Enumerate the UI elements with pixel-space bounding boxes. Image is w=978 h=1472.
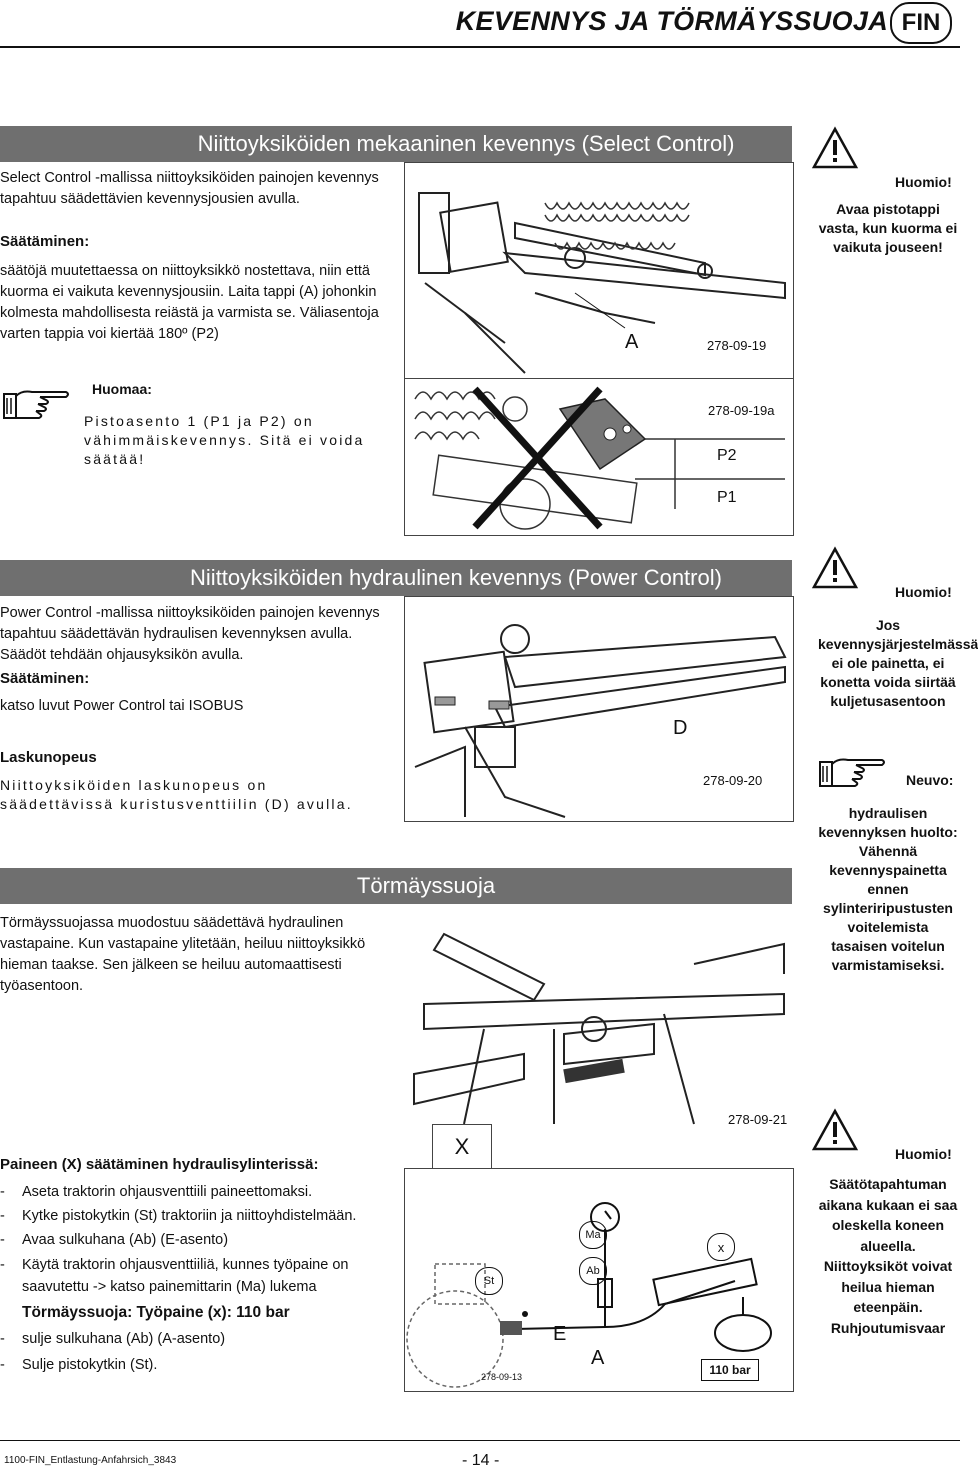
fig2-label-p1: P1 bbox=[717, 489, 737, 506]
pressure-steps bbox=[0, 1180, 385, 1298]
work-pressure-line: Törmäyssuoja: Työpaine (x): 110 bar bbox=[22, 1304, 290, 1321]
step-text: Aseta traktorin ohjausventtiili paineettomaksi. bbox=[22, 1184, 313, 1200]
select-control-figure bbox=[404, 162, 794, 380]
tip-text: hydraulisen kevennyksen huolto: Vähennä kevennyspainetta ennen sylinteriripustusten voitelemista tasaisen voitelun varmistamiseksi. bbox=[818, 805, 958, 973]
collision-fig-caption: 278-09-21 bbox=[728, 1112, 788, 1127]
hydraulic-schematic bbox=[404, 1168, 794, 1392]
fig3-label-d: D bbox=[673, 717, 688, 739]
pointing-hand-icon bbox=[818, 752, 888, 792]
step-item bbox=[0, 1180, 385, 1204]
adjust-heading-2: Säätäminen: bbox=[0, 670, 90, 687]
step-item bbox=[0, 1228, 385, 1252]
lowering-speed-heading: Laskunopeus bbox=[0, 749, 97, 766]
step-text: Kytke pistokytkin (St) traktoriin ja niittoyhdistelmään. bbox=[22, 1208, 357, 1224]
schematic-pressure-box: 110 bar bbox=[701, 1359, 759, 1381]
warning-triangle-icon bbox=[812, 1108, 858, 1152]
page-number: - 14 - bbox=[462, 1452, 500, 1469]
step-dash: - bbox=[0, 1257, 5, 1273]
pointing-hand-icon bbox=[2, 384, 72, 424]
step-item bbox=[0, 1327, 385, 1351]
step-dash: - bbox=[0, 1184, 5, 1200]
warning-heading-1: Huomio! bbox=[895, 174, 952, 190]
section-title-select-control: Niittoyksiköiden mekaaninen kevennys (Select Control) bbox=[197, 131, 735, 156]
warning-heading-2: Huomio! bbox=[895, 584, 952, 600]
step-dash: - bbox=[0, 1208, 5, 1224]
fig1-label-a: A bbox=[625, 331, 639, 353]
fig2-label-p2: P2 bbox=[717, 447, 737, 464]
note-heading-1: Huomaa: bbox=[92, 381, 152, 397]
step-text: Käytä traktorin ohjausventtiiliä, kunnes työpaine on saavutettu -> katso painemittarin (Ma) lukema bbox=[22, 1257, 349, 1295]
note-text-1: Pistoasento 1 (P1 ja P2) on vähimmäiskevennys. Sitä ei voida säätää! bbox=[84, 413, 365, 467]
warning-triangle-icon bbox=[812, 126, 858, 170]
step-text: sulje sulkuhana (Ab) (A-asento) bbox=[22, 1331, 226, 1347]
warning-text-1: Avaa pistotappi vasta, kun kuorma ei vaikuta jouseen! bbox=[818, 201, 958, 255]
tip-heading: Neuvo: bbox=[906, 772, 954, 788]
pressure-x-label: X bbox=[432, 1124, 492, 1170]
schematic-label-a: A bbox=[591, 1347, 605, 1369]
step-text: Sulje pistokytkin (St). bbox=[22, 1357, 158, 1373]
section-bar-power-control bbox=[0, 560, 792, 596]
adjust-heading-1: Säätäminen: bbox=[0, 233, 90, 250]
step-text: Avaa sulkuhana (Ab) (E-asento) bbox=[22, 1232, 229, 1248]
collision-intro: Törmäyssuojassa muodostuu säädettävä hydraulinen vastapaine. Kun vastapaine ylitetään, heiluu niittoyksikkö hieman taakse. Sen jälkeen se heiluu automaattisesti työasentoon. bbox=[0, 915, 366, 994]
document-id: 1100-FIN_Entlastung-Anfahrsich_3843 bbox=[4, 1455, 177, 1466]
section-title-power-control: Niittoyksiköiden hydraulinen kevennys (Power Control) bbox=[190, 565, 722, 590]
select-control-intro: Select Control -mallissa niittoyksiköiden painojen kevennys tapahtuu säädettävien kevennysjousien avulla. bbox=[0, 170, 379, 207]
header-rule bbox=[0, 46, 960, 48]
schematic-label-st: St bbox=[475, 1267, 503, 1295]
pin-position-figure bbox=[404, 378, 794, 536]
pressure-adjust-heading: Paineen (X) säätäminen hydraulisylinterissä: bbox=[0, 1156, 319, 1173]
page-title: KEVENNYS JA TÖRMÄYSSUOJA bbox=[455, 6, 888, 36]
footer-rule bbox=[0, 1440, 960, 1441]
collision-protection-figure bbox=[404, 904, 792, 1127]
warning-text-3: Säätötapahtuman aikana kukaan ei saa oleskella koneen alueella. Niittoyksiköt voivat heilua hieman eteenpäin. Ruhjoutumisvaar bbox=[818, 1176, 958, 1336]
closing-steps bbox=[0, 1327, 385, 1377]
schematic-label-ma: Ma bbox=[579, 1221, 607, 1249]
schematic-caption: 278-09-13 bbox=[481, 1372, 523, 1382]
fig2-caption: 278-09-19a bbox=[708, 403, 775, 418]
warning-heading-3: Huomio! bbox=[895, 1146, 952, 1162]
schematic-label-ab: Ab bbox=[579, 1257, 607, 1285]
schematic-label-e: E bbox=[553, 1323, 567, 1345]
schematic-label-x: x bbox=[707, 1233, 735, 1261]
step-item bbox=[0, 1353, 385, 1377]
warning-text-2: Jos kevennysjärjestelmässä ei ole painetta, ei konetta voida siirtää kuljetusasentoon bbox=[818, 617, 978, 709]
section-title-collision-protection: Törmäyssuoja bbox=[356, 873, 496, 898]
section-bar-select-control bbox=[0, 126, 792, 162]
fig3-caption: 278-09-20 bbox=[703, 773, 763, 788]
step-dash: - bbox=[0, 1232, 5, 1248]
step-item bbox=[0, 1254, 385, 1298]
warning-triangle-icon bbox=[812, 546, 858, 590]
power-control-intro: Power Control -mallissa niittoyksiköiden painojen kevennys tapahtuu säädettävän hydraulisen kevennyksen avulla. Säädöt tehdään ohjausyksikön avulla. bbox=[0, 605, 380, 663]
adjust-text-2: katso luvut Power Control tai ISOBUS bbox=[0, 698, 244, 714]
adjust-text-1: säätöjä muutettaessa on niittoyksikkö nostettava, niin että kuorma ei vaikuta kevennysjousiin. Laita tappi (A) johonkin kolmesta mahdollisesta reiästä ja varmista se. Väliasentoja varten tappia voi kiertää 180º (P2) bbox=[0, 263, 379, 342]
step-dash: - bbox=[0, 1357, 5, 1373]
language-badge: FIN bbox=[890, 2, 952, 44]
step-dash: - bbox=[0, 1331, 5, 1347]
section-bar-collision-protection bbox=[0, 868, 792, 904]
lowering-speed-text: Niittoyksiköiden laskunopeus on säädettävissä kuristusventtiilin (D) avulla. bbox=[0, 777, 353, 812]
power-control-figure bbox=[404, 596, 794, 822]
step-item bbox=[0, 1204, 385, 1228]
fig1-caption: 278-09-19 bbox=[707, 338, 767, 353]
